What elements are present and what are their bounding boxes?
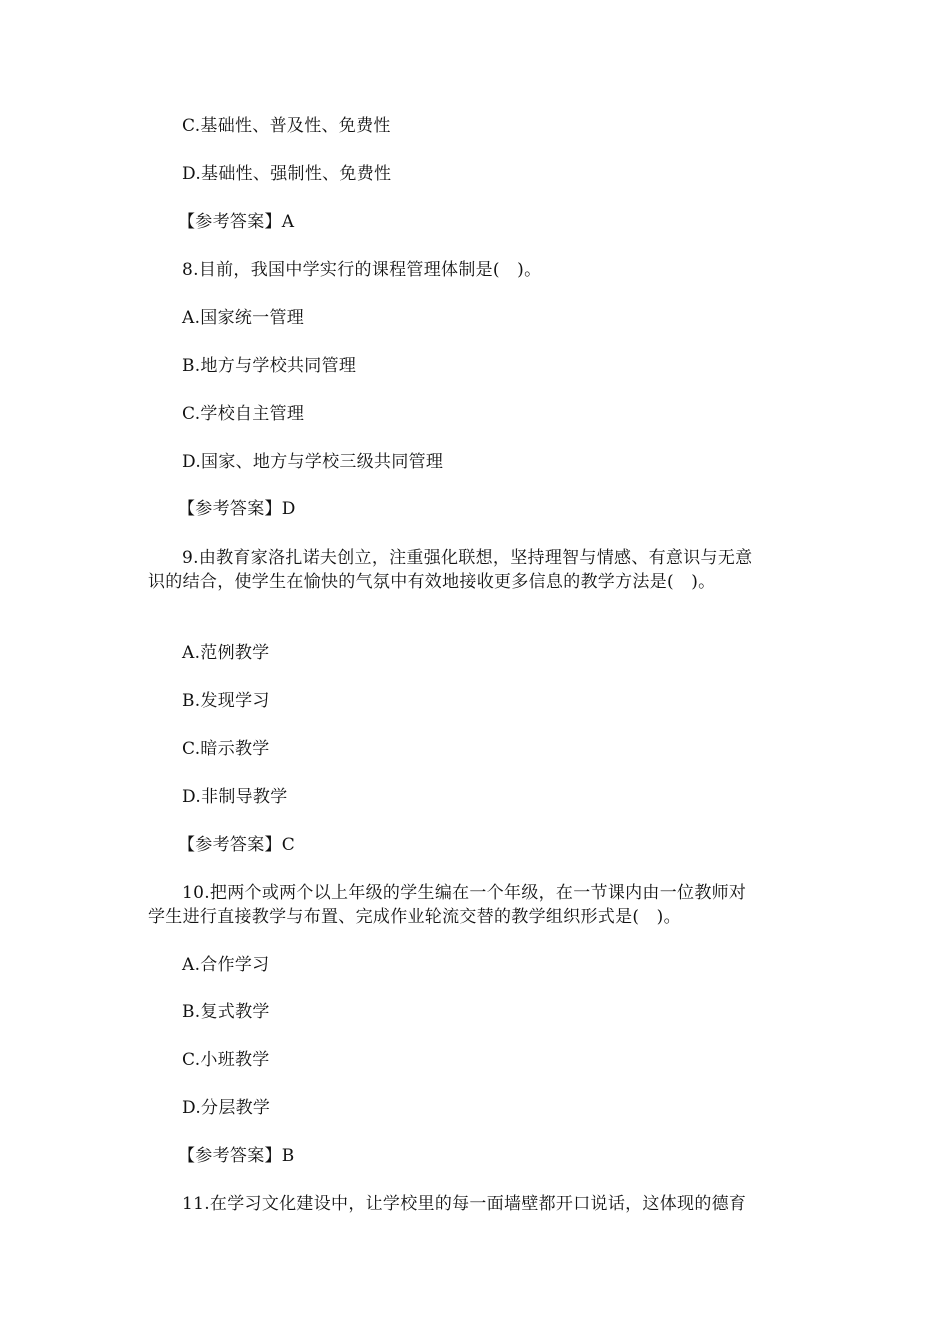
q9-option-d: D.非制导教学 bbox=[182, 787, 288, 807]
q10-option-d: D.分层教学 bbox=[182, 1098, 271, 1118]
q10-answer: 【参考答案】B bbox=[178, 1146, 295, 1166]
q10-option-b: B.复式教学 bbox=[182, 1002, 270, 1022]
q8-option-d: D.国家、地方与学校三级共同管理 bbox=[182, 452, 444, 472]
q8-answer: 【参考答案】D bbox=[178, 499, 296, 519]
q9-option-c: C.暗示教学 bbox=[182, 739, 270, 759]
q10-question-line1: 10.把两个或两个以上年级的学生编在一个年级，在一节课内由一位教师对 bbox=[182, 883, 747, 903]
q9-option-a: A.范例教学 bbox=[182, 643, 270, 663]
q8-option-a: A.国家统一管理 bbox=[182, 308, 305, 328]
q11-question-line1: 11.在学习文化建设中，让学校里的每一面墙壁都开口说话，这体现的德育 bbox=[182, 1194, 747, 1214]
q9-question-line1: 9.由教育家洛扎诺夫创立，注重强化联想，坚持理智与情感、有意识与无意 bbox=[182, 548, 753, 568]
q10-option-a: A.合作学习 bbox=[182, 955, 270, 975]
q7-option-c: C.基础性、普及性、免费性 bbox=[182, 116, 391, 136]
q8-option-c: C.学校自主管理 bbox=[182, 404, 305, 424]
q10-option-c: C.小班教学 bbox=[182, 1050, 270, 1070]
q9-option-b: B.发现学习 bbox=[182, 691, 270, 711]
q8-option-b: B.地方与学校共同管理 bbox=[182, 356, 357, 376]
q10-question-line2: 学生进行直接教学与布置、完成作业轮流交替的教学组织形式是( )。 bbox=[148, 907, 681, 927]
q9-question-line2: 识的结合，使学生在愉快的气氛中有效地接收更多信息的教学方法是( )。 bbox=[148, 572, 716, 592]
q7-option-d: D.基础性、强制性、免费性 bbox=[182, 164, 392, 184]
q9-answer: 【参考答案】C bbox=[178, 835, 296, 855]
q8-question: 8.目前，我国中学实行的课程管理体制是( )。 bbox=[182, 260, 542, 280]
q7-answer: 【参考答案】A bbox=[178, 212, 295, 232]
